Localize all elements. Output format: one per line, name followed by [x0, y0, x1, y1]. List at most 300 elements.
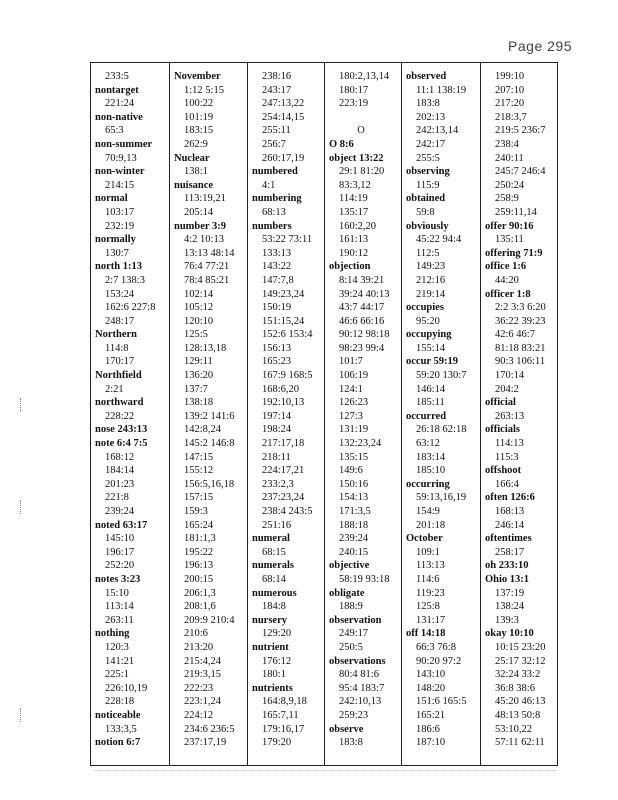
index-reference: 255:5 — [416, 152, 440, 164]
index-reference: 233:5 — [105, 71, 129, 82]
index-reference: 256:7 — [262, 138, 286, 150]
index-reference: 181:1,3 — [184, 533, 216, 545]
index-reference: 258:17 — [495, 546, 525, 558]
index-reference: 113:19,21 — [184, 193, 226, 205]
index-reference: 145:10 — [105, 533, 135, 545]
index-headword: oh 233:10 — [485, 560, 529, 572]
index-reference: 133:13 — [262, 247, 292, 259]
index-headword: occurred — [406, 410, 447, 422]
index-reference: 232:19 — [105, 220, 135, 232]
index-reference: 224:12 — [184, 709, 214, 721]
index-reference: 259:23 — [339, 709, 369, 721]
index-reference: 199:10 — [495, 71, 525, 82]
index-reference: 237:17,19 — [184, 737, 227, 749]
index-reference: 131:17 — [416, 614, 446, 626]
index-reference: 137:7 — [184, 383, 208, 395]
index-reference: 153:24 — [105, 288, 135, 300]
index-reference: 223:19 — [339, 98, 369, 110]
index-reference: 164:8,9,18 — [262, 696, 307, 708]
index-reference: 258:9 — [495, 193, 519, 205]
index-reference: 10:15 23:20 — [495, 641, 546, 653]
index-reference: 102:14 — [184, 288, 214, 300]
index-reference: 113:14 — [105, 601, 134, 613]
index-reference: 78:4 85:21 — [184, 274, 230, 286]
index-reference: 180:2,13,14 — [339, 71, 390, 82]
index-headword: notes 3:23 — [95, 573, 141, 585]
index-headword: October — [406, 533, 443, 545]
index-reference: 131:19 — [339, 424, 369, 436]
index-headword: non-winter — [95, 166, 145, 178]
index-reference: 176:12 — [262, 655, 292, 667]
index-reference: 114:6 — [416, 573, 440, 585]
index-headword: Northern — [95, 329, 137, 341]
index-reference: 213:20 — [184, 641, 214, 653]
index-reference: 130:7 — [105, 247, 129, 259]
index-reference: 202:13 — [416, 111, 446, 123]
index-reference: 95:20 — [416, 315, 440, 327]
index-reference: 125:5 — [184, 329, 208, 341]
index-reference: 48:13 50:8 — [495, 709, 541, 721]
index-reference: 190:12 — [339, 247, 369, 259]
index-headword: numbered — [252, 166, 298, 178]
index-headword: obviously — [406, 220, 449, 232]
index-reference: 156:13 — [262, 342, 292, 354]
index-headword: numerous — [252, 587, 297, 599]
index-reference: 180:1 — [262, 669, 286, 681]
index-headword: nontarget — [95, 84, 139, 96]
index-reference: 44:20 — [495, 274, 519, 286]
index-column — [248, 63, 325, 765]
index-reference: 250:24 — [495, 179, 525, 191]
index-reference: 168:12 — [105, 451, 135, 463]
index-reference: 4:2 10:13 — [184, 234, 224, 246]
index-reference: 142:8,24 — [184, 424, 222, 436]
index-reference: 215:4,24 — [184, 655, 222, 667]
index-column — [170, 63, 248, 765]
index-reference: 76:4 77:21 — [184, 261, 230, 273]
index-reference: 197:14 — [262, 410, 292, 422]
index-reference: 160:2,20 — [339, 220, 377, 232]
index-reference: 46:6 66:16 — [339, 315, 385, 327]
index-reference: 2:7 138:3 — [105, 274, 145, 286]
index-headword: noticeable — [95, 709, 141, 721]
index-reference: 246:14 — [495, 519, 525, 531]
index-headword: officer 1:8 — [485, 288, 531, 300]
scan-artifact — [20, 500, 27, 514]
index-reference: 240:11 — [495, 152, 524, 164]
section-letter: O — [357, 125, 365, 137]
index-reference: 151:15,24 — [262, 315, 305, 327]
index-reference: 217:20 — [495, 98, 525, 110]
index-reference: 183:8 — [416, 98, 440, 110]
index-reference: 114:8 — [105, 342, 129, 354]
index-headword: numerals — [252, 560, 294, 572]
index-reference: 237:23,24 — [262, 492, 305, 504]
index-reference: 105:12 — [184, 302, 214, 314]
index-reference: 154:13 — [339, 492, 369, 504]
index-reference: 245:7 246:4 — [495, 166, 546, 178]
index-reference: 212:16 — [416, 274, 446, 286]
index-reference: 154:9 — [416, 506, 440, 517]
index-reference: 217:17,18 — [262, 438, 305, 450]
index-reference: 249:17 — [339, 628, 369, 640]
index-headword: object 13:22 — [329, 152, 384, 164]
index-reference: 36:8 38:6 — [495, 682, 535, 694]
index-reference: 168:13 — [495, 506, 525, 517]
index-headword: normal — [95, 193, 128, 205]
index-headword: Nuclear — [174, 152, 210, 164]
index-reference: 242:10,13 — [339, 696, 382, 708]
index-reference: 101:7 — [339, 356, 363, 368]
index-reference: 90:20 97:2 — [416, 655, 462, 667]
index-reference: 112:5 — [416, 247, 440, 259]
index-headword: observation — [329, 614, 382, 626]
blank-line — [329, 111, 401, 125]
index-reference: 192:10,13 — [262, 397, 305, 409]
index-headword: often 126:6 — [485, 492, 535, 504]
index-reference: 251:16 — [262, 519, 292, 531]
index-reference: 151:6 165:5 — [416, 696, 467, 708]
index-reference: 168:6,20 — [262, 383, 300, 395]
index-headword: officials — [485, 424, 520, 436]
index-headword: obligate — [329, 587, 365, 599]
index-reference: 146:14 — [416, 383, 446, 395]
index-reference: 129:11 — [184, 356, 213, 368]
index-headword: noted 63:17 — [95, 519, 148, 531]
index-reference: 184:8 — [262, 601, 286, 613]
index-reference: 239:24 — [339, 533, 369, 545]
index-reference: 139:3 — [495, 614, 519, 626]
index-reference: 204:2 — [495, 383, 519, 395]
index-headword: numeral — [252, 533, 290, 545]
index-reference: 120:3 — [105, 641, 129, 653]
index-headword: occupying — [406, 329, 452, 341]
index-headword: November — [174, 71, 221, 82]
index-reference: 25:17 32:12 — [495, 655, 546, 667]
index-headword: normally — [95, 234, 136, 246]
index-headword: notion 6:7 — [95, 737, 141, 749]
index-reference: 165:7,11 — [262, 709, 299, 721]
index-reference: 115:3 — [495, 451, 519, 463]
index-reference: 152:6 153:4 — [262, 329, 313, 341]
index-reference: 135:17 — [339, 206, 369, 218]
index-headword: note 6:4 7:5 — [95, 438, 148, 450]
index-reference: 141:21 — [105, 655, 135, 667]
index-reference: 135:15 — [339, 451, 369, 463]
index-headword: official — [485, 397, 516, 409]
index-headword: numbering — [252, 193, 302, 205]
index-reference: 80:4 81:6 — [339, 669, 379, 681]
index-reference: 103:17 — [105, 206, 135, 218]
index-reference: 137:19 — [495, 587, 525, 599]
index-headword: occupies — [406, 302, 444, 314]
index-reference: 219:3,15 — [184, 669, 222, 681]
index-reference: 63:12 — [416, 438, 440, 450]
index-reference: 58:19 93:18 — [339, 573, 390, 585]
index-headword: numbers — [252, 220, 292, 232]
index-reference: 234:6 236:5 — [184, 723, 235, 735]
index-reference: 243:17 — [262, 84, 292, 96]
index-reference: 263:13 — [495, 410, 525, 422]
index-reference: 228:22 — [105, 410, 135, 422]
index-reference: 124:1 — [339, 383, 363, 395]
index-reference: 196:17 — [105, 546, 135, 558]
index-column — [91, 63, 170, 765]
index-reference: 200:15 — [184, 573, 214, 585]
index-reference: 218:3,7 — [495, 111, 527, 123]
index-reference: 39:24 40:13 — [339, 288, 390, 300]
index-headword: non-summer — [95, 138, 153, 150]
index-reference: 238:4 243:5 — [262, 506, 313, 517]
index-reference: 223:1,24 — [184, 696, 222, 708]
index-reference: 83:3,12 — [339, 179, 371, 191]
index-reference: 148:20 — [416, 682, 446, 694]
index-reference: 2:2 3:3 6:20 — [495, 302, 546, 314]
index-reference: 1:12 5:15 — [184, 84, 224, 96]
index-reference: 210:6 — [184, 628, 208, 640]
index-reference: 214:15 — [105, 179, 135, 191]
index-reference: 183:8 — [339, 737, 363, 749]
index-reference: 2:21 — [105, 383, 124, 395]
index-reference: 43:7 44:17 — [339, 302, 385, 314]
index-reference: 139:2 141:6 — [184, 410, 235, 422]
index-reference: 115:9 — [416, 179, 440, 191]
index-reference: 126:23 — [339, 397, 369, 409]
index-reference: 157:15 — [184, 492, 214, 504]
index-reference: 259:11,14 — [495, 206, 537, 218]
index-reference: 133:3,5 — [105, 723, 137, 735]
index-reference: 119:23 — [416, 587, 445, 599]
index-reference: 150:19 — [262, 302, 292, 314]
index-reference: 201:23 — [105, 478, 135, 490]
index-reference: 65:3 — [105, 125, 124, 137]
index-reference: 36:22 39:23 — [495, 315, 546, 327]
index-column — [325, 63, 402, 765]
index-reference: 53:22 73:11 — [262, 234, 313, 246]
index-reference: 201:18 — [416, 519, 446, 531]
index-reference: 206:1,3 — [184, 587, 216, 599]
index-reference: 166:4 — [495, 478, 519, 490]
index-reference: 100:22 — [184, 98, 214, 110]
index-reference: 228:18 — [105, 696, 135, 708]
index-reference: 179:20 — [262, 737, 292, 749]
index-reference: 147:15 — [184, 451, 214, 463]
index-reference: 208:1,6 — [184, 601, 216, 613]
index-reference: 90:12 98:18 — [339, 329, 390, 341]
index-reference: 149:6 — [339, 465, 363, 477]
index-headword: off 14:18 — [406, 628, 446, 640]
index-headword: offshoot — [485, 465, 522, 477]
index-reference: 185:10 — [416, 465, 446, 477]
index-reference: 184:14 — [105, 465, 135, 477]
index-reference: 68:14 — [262, 573, 286, 585]
index-reference: 45:20 46:13 — [495, 696, 546, 708]
index-reference: 143:22 — [262, 261, 292, 273]
index-headword: nothing — [95, 628, 130, 640]
scan-artifact — [95, 770, 555, 774]
index-reference: 29:1 81:20 — [339, 166, 385, 178]
index-headword: Ohio 13:1 — [485, 573, 530, 585]
index-reference: 218:11 — [262, 451, 291, 463]
index-reference: 170:14 — [495, 370, 525, 382]
index-reference: 109:1 — [416, 546, 440, 558]
index-reference: 240:15 — [339, 546, 369, 558]
index-reference: 252:20 — [105, 560, 135, 572]
index-reference: 129:20 — [262, 628, 292, 640]
index-headword: occurring — [406, 478, 450, 490]
index-reference: 135:11 — [495, 234, 524, 246]
index-reference: 32:24 33:2 — [495, 669, 541, 681]
index-reference: 13:13 48:14 — [184, 247, 235, 259]
index-reference: 179:16,17 — [262, 723, 305, 735]
index-reference: 114:19 — [339, 193, 368, 205]
index-reference: 165:21 — [416, 709, 446, 721]
index-headword: nuisance — [174, 179, 214, 191]
index-headword: nursery — [252, 614, 287, 626]
index-headword: nutrients — [252, 682, 293, 694]
index-reference: 57:11 62:11 — [495, 737, 545, 749]
index-headword: observations — [329, 655, 386, 667]
index-reference: 198:24 — [262, 424, 292, 436]
index-reference: 254:14,15 — [262, 111, 305, 123]
index-headword: number 3:9 — [174, 220, 227, 232]
index-headword: nutrient — [252, 641, 289, 653]
index-reference: 125:8 — [416, 601, 440, 613]
index-reference: 238:4 — [495, 138, 519, 150]
index-reference: 185:11 — [416, 397, 445, 409]
index-reference: 188:18 — [339, 519, 369, 531]
page-number: Page 295 — [508, 38, 572, 54]
index-reference: 250:5 — [339, 641, 363, 653]
index-reference: 147:7,8 — [262, 274, 294, 286]
index-reference: 138:1 — [184, 166, 208, 178]
index-headword: northward — [95, 397, 144, 409]
index-headword: observing — [406, 166, 450, 178]
index-headword: O 8:6 — [329, 138, 354, 150]
index-reference: 59:13,16,19 — [416, 492, 467, 504]
index-headword: obtained — [406, 193, 446, 205]
index-reference: 149:23,24 — [262, 288, 305, 300]
index-reference: 120:10 — [184, 315, 214, 327]
index-reference: 106:19 — [339, 370, 369, 382]
scan-artifact — [20, 398, 27, 412]
index-headword: north 1:13 — [95, 261, 142, 273]
index-headword: nose 243:13 — [95, 424, 148, 436]
index-reference: 132:23,24 — [339, 438, 382, 450]
index-reference: 224:17,21 — [262, 465, 305, 477]
index-reference: 255:11 — [262, 125, 291, 137]
index-reference: 238:16 — [262, 71, 292, 82]
index-reference: 222:23 — [184, 682, 214, 694]
index-reference: 114:13 — [495, 438, 524, 450]
index-reference: 183:14 — [416, 451, 446, 463]
index-reference: 136:20 — [184, 370, 214, 382]
index-reference: 188:9 — [339, 601, 363, 613]
index-reference: 150:16 — [339, 478, 369, 490]
index-reference: 42:6 46:7 — [495, 329, 535, 341]
index-reference: 68:13 — [262, 206, 286, 218]
index-reference: 165:24 — [184, 519, 214, 531]
index-reference: 239:24 — [105, 506, 135, 517]
word-index-table — [90, 62, 558, 766]
index-reference: 59:20 130:7 — [416, 370, 467, 382]
index-reference: 159:3 — [184, 506, 208, 517]
index-headword: offering 71:9 — [485, 247, 543, 259]
index-reference: 219:14 — [416, 288, 446, 300]
index-headword: okay 10:10 — [485, 628, 534, 640]
index-reference: 138:18 — [184, 397, 214, 409]
index-reference: 45:22 94:4 — [416, 234, 462, 246]
index-headword: observe — [329, 723, 364, 735]
index-reference: 221:8 — [105, 492, 129, 504]
index-headword: Northfield — [95, 370, 142, 382]
index-reference: 149:23 — [416, 261, 446, 273]
index-reference: 68:15 — [262, 546, 286, 558]
index-reference: 128:13,18 — [184, 342, 227, 354]
index-reference: 138:24 — [495, 601, 525, 613]
index-reference: 155:14 — [416, 342, 446, 354]
index-reference: 195:22 — [184, 546, 214, 558]
index-reference: 219:5 236:7 — [495, 125, 546, 137]
index-reference: 226:10,19 — [105, 682, 148, 694]
scan-artifact — [20, 708, 27, 722]
index-reference: 225:1 — [105, 669, 129, 681]
index-reference: 196:13 — [184, 560, 214, 572]
index-reference: 248:17 — [105, 315, 135, 327]
index-reference: 101:19 — [184, 111, 214, 123]
index-reference: 170:17 — [105, 356, 135, 368]
index-reference: 205:14 — [184, 206, 214, 218]
index-reference: 66:3 76:8 — [416, 641, 456, 653]
index-reference: 162:6 227:8 — [105, 302, 156, 314]
index-headword: objection — [329, 261, 371, 273]
index-reference: 113:13 — [416, 560, 445, 572]
index-reference: 81:18 83:21 — [495, 342, 546, 354]
index-reference: 233:2,3 — [262, 478, 294, 490]
index-headword: non-native — [95, 111, 143, 123]
index-reference: 59:8 — [416, 206, 435, 218]
index-column — [402, 63, 481, 765]
index-headword: oftentimes — [485, 533, 532, 545]
index-reference: 70:9,13 — [105, 152, 137, 164]
index-reference: 15:10 — [105, 587, 129, 599]
index-reference: 209:9 210:4 — [184, 614, 235, 626]
index-reference: 155:12 — [184, 465, 214, 477]
index-reference: 180:17 — [339, 84, 369, 96]
index-reference: 262:9 — [184, 138, 208, 150]
index-reference: 263:11 — [105, 614, 134, 626]
index-reference: 98:23 99:4 — [339, 342, 385, 354]
index-reference: 165:23 — [262, 356, 292, 368]
index-reference: 4:1 — [262, 179, 276, 191]
index-headword: objective — [329, 560, 370, 572]
index-reference: 127:3 — [339, 410, 363, 422]
index-headword: observed — [406, 71, 447, 82]
index-reference: 26:18 62:18 — [416, 424, 467, 436]
index-reference: 186:6 — [416, 723, 440, 735]
index-reference: 207:10 — [495, 84, 525, 96]
index-reference: 242:17 — [416, 138, 446, 150]
index-reference: 53:10,22 — [495, 723, 533, 735]
index-reference: 143:10 — [416, 669, 446, 681]
index-headword: offer 90:16 — [485, 220, 534, 232]
index-headword: occur 59:19 — [406, 356, 459, 368]
index-reference: 171:3,5 — [339, 506, 371, 517]
index-reference: 95:4 183:7 — [339, 682, 385, 694]
index-reference: 260:17,19 — [262, 152, 305, 164]
index-reference: 11:1 138:19 — [416, 84, 467, 96]
index-reference: 161:13 — [339, 234, 369, 246]
